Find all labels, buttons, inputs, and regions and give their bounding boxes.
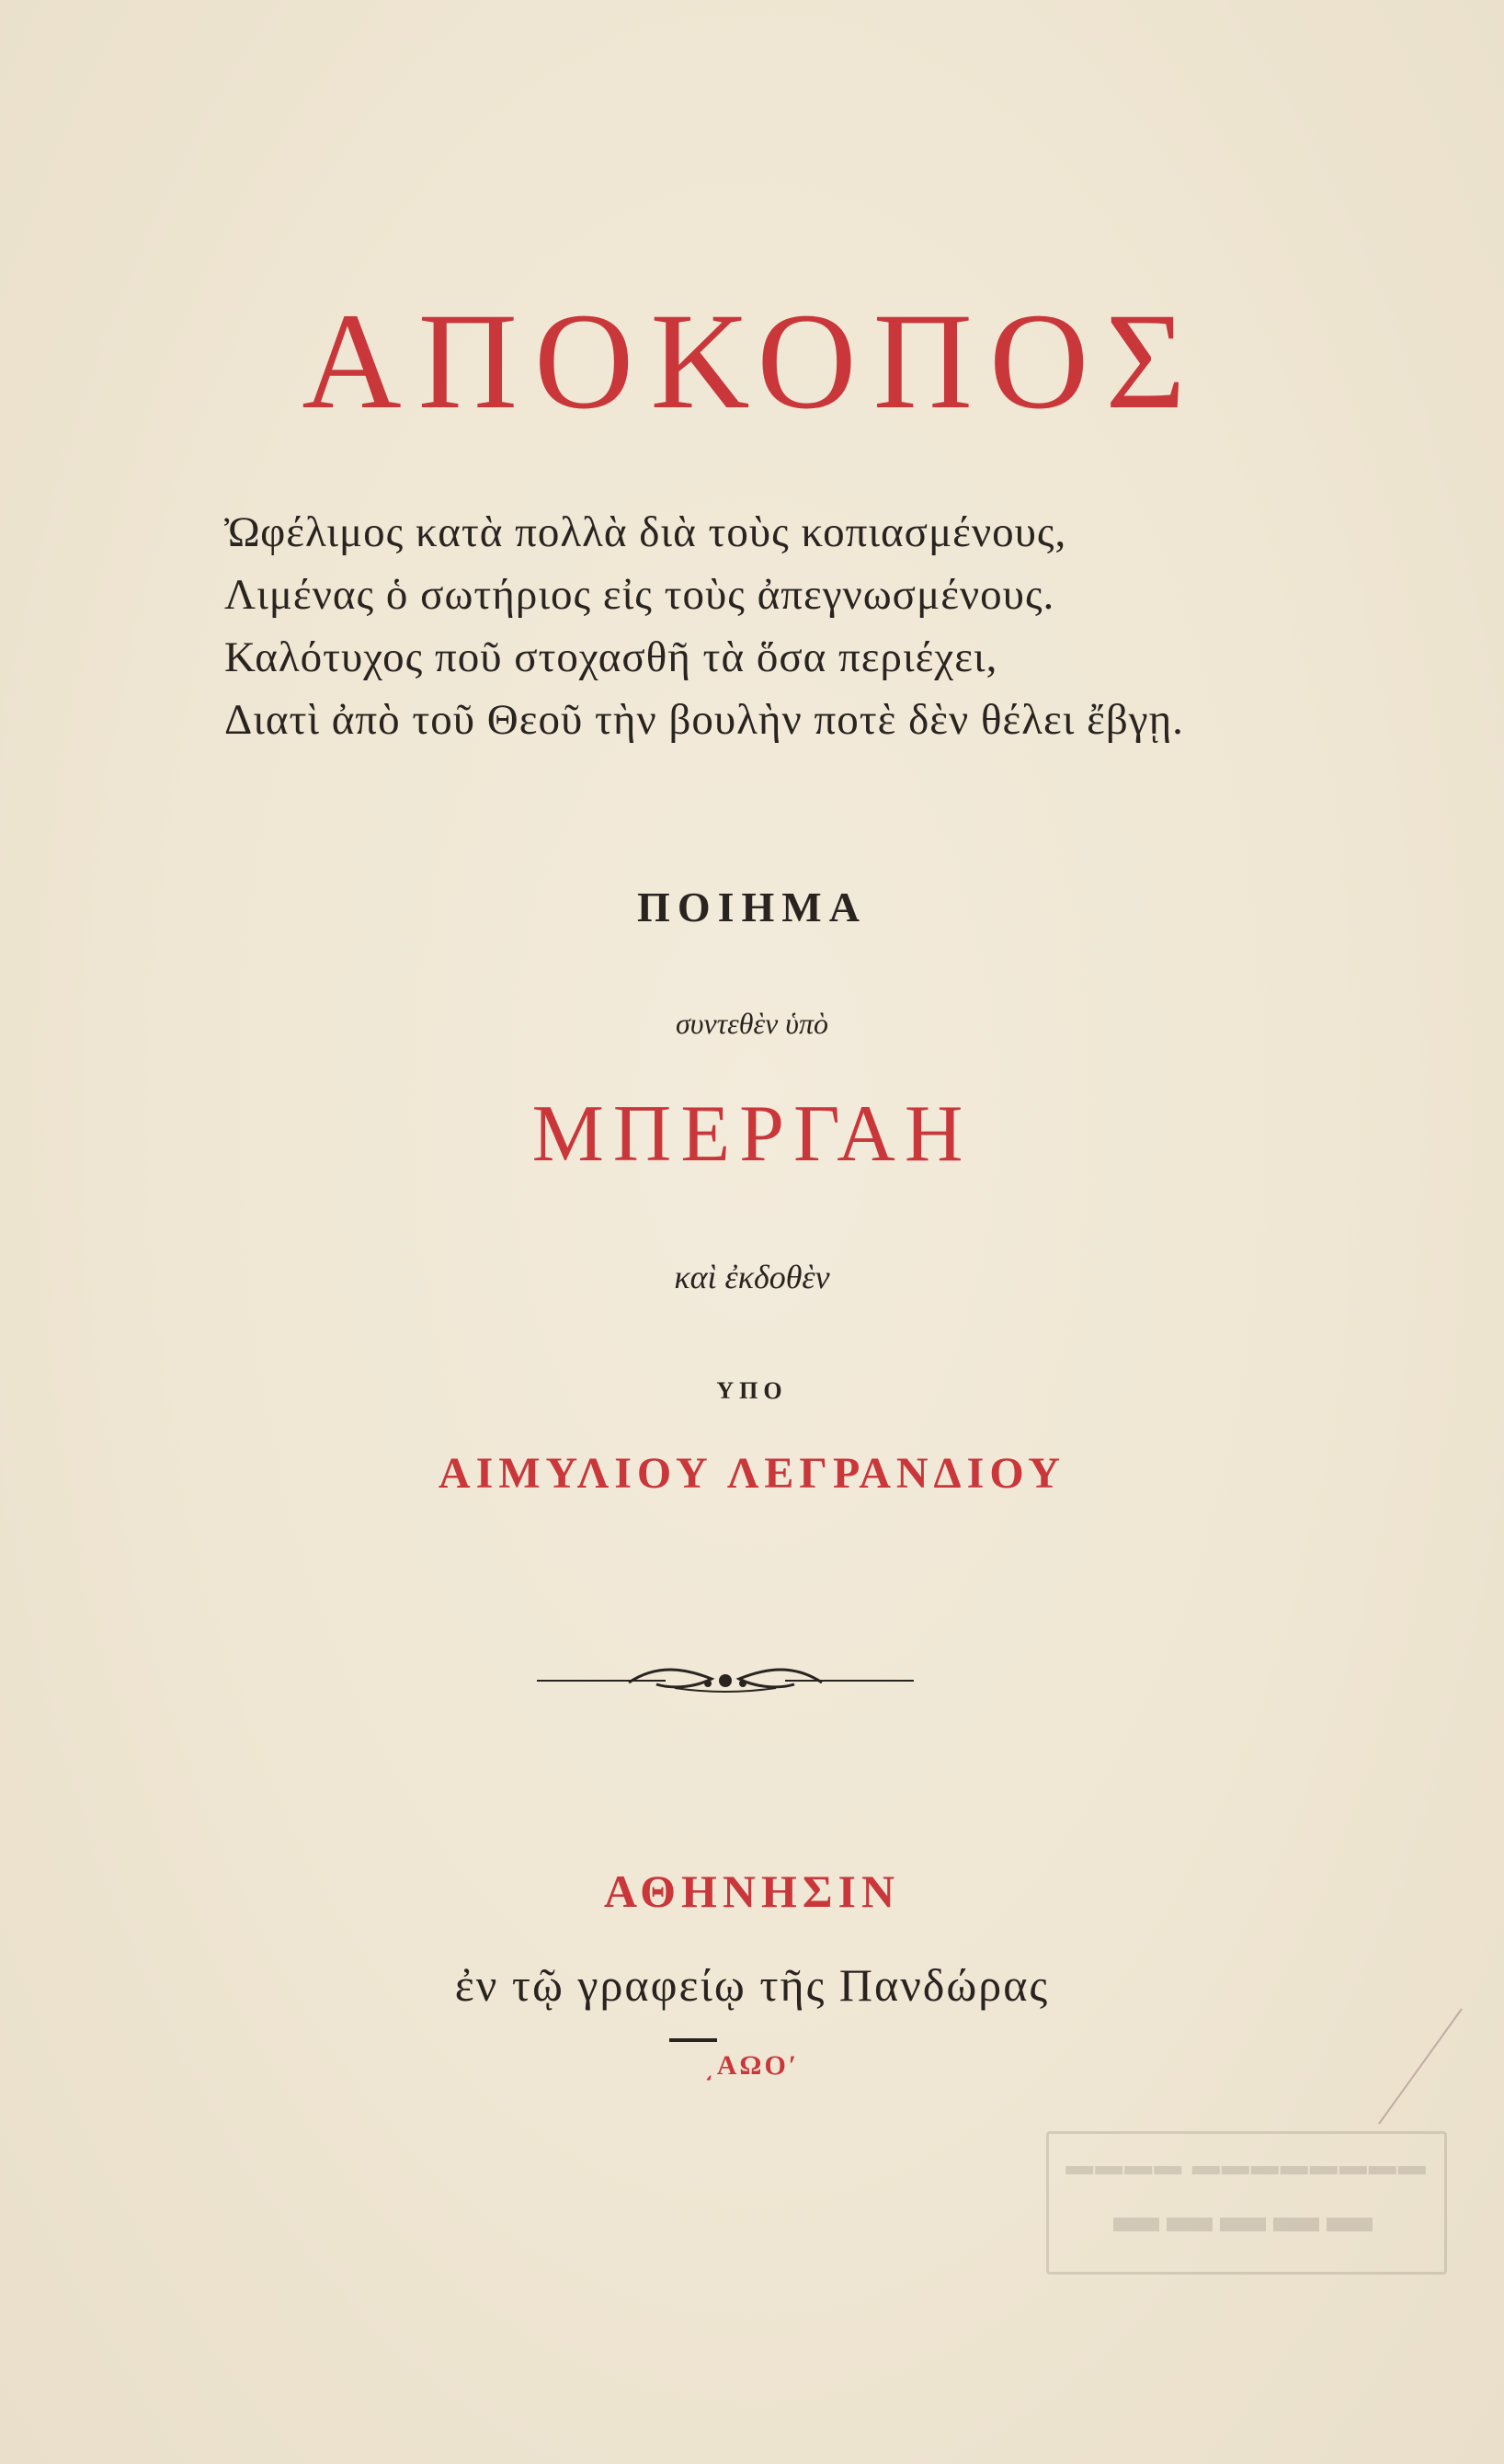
author-name: ΜΠΕΡΓΑΗ	[531, 1089, 973, 1179]
verse-line: Λιμένας ὁ σωτήριος εἰς τοὺς ἀπεγνωσμένους.	[224, 571, 1055, 619]
published-text: καὶ ἐκδοθὲν	[674, 1259, 830, 1295]
imprint-city: ΑΘΗΝΗΣΙΝ	[603, 1865, 901, 1917]
imprint-rule	[669, 2038, 717, 2042]
verse-line: Διατὶ ἀπὸ τοῦ Θεοῦ τὴν βουλὴν ποτὲ δὲν θέλει ἔβγῃ.	[224, 696, 1184, 744]
imprint-office: ἐν τῷ γραφείῳ τῆς Πανδώρας	[454, 1959, 1050, 2011]
editor-name: ΑΙΜΥΛΙΟΥ ΛΕΓΡΑΝΔΙΟΥ	[438, 1449, 1066, 1498]
verse-line: Καλότυχος ποῦ στοχασθῆ τὰ ὅσα περιέχει,	[224, 633, 998, 681]
poem-label: ΠΟΙΗΜΑ	[637, 884, 867, 930]
composed-by-text: συντεθὲν ὑπὸ	[676, 1007, 828, 1040]
ornament-divider-icon	[537, 1655, 914, 1706]
imprint-year: ͵ΑΩΟʹ	[704, 2050, 800, 2081]
library-stamp-icon: ▬▬▬▬ ▬▬▬▬▬▬▬▬ ▬▬▬▬▬	[1046, 2131, 1447, 2275]
pencil-stroke-icon	[1361, 2004, 1471, 2133]
epigraph-verses	[224, 501, 1327, 751]
by-text: ΥΠΟ	[716, 1377, 788, 1404]
verse-line: Ὠφέλιμος κατὰ πολλὰ διὰ τοὺς κοπιασμένους,	[224, 508, 1067, 556]
book-title: ΑΠΟΚΟΠΟΣ	[302, 285, 1202, 438]
